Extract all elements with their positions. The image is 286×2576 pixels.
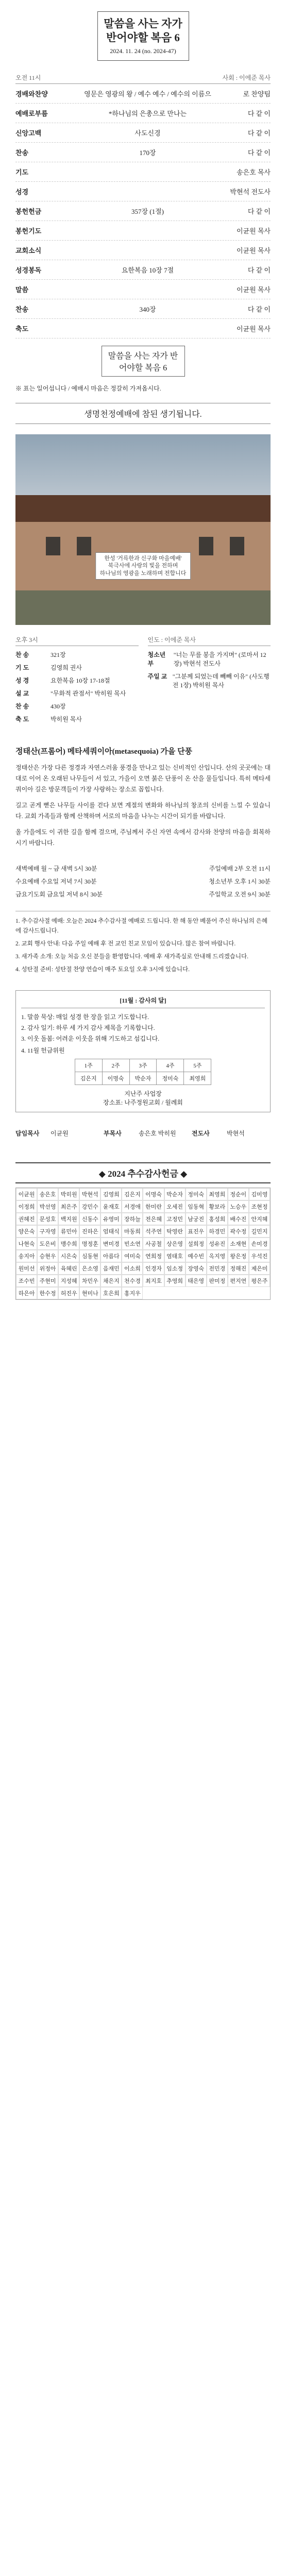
thanksgiving-name: 최지호: [143, 1275, 164, 1287]
notice-item: 1. 추수감사절 예배: 오늘은 2024 추수감사절 예배로 드립니다. 한 해 동안 베풀어 주신 하나님의 은혜에 감사드립니다.: [15, 918, 267, 934]
notice-item: 2. 교회 행사 안내: 다음 주일 예배 후 전 교인 친교 모임이 있습니다. 많은 참여 바랍니다.: [15, 940, 236, 947]
afternoon-right-header: [148, 635, 271, 646]
staff-row: [104, 1129, 182, 1138]
offering-cell: 김은지: [75, 1072, 102, 1084]
weekly-footer-1: 지난주 사업장: [124, 1090, 162, 1097]
schedule-key: 설 교: [15, 689, 29, 697]
schedule-key: 찬 송: [15, 651, 29, 658]
order-detail: 340장: [139, 305, 156, 313]
thanksgiving-name: 탁영란: [164, 1225, 186, 1238]
order-detail: 영문은 영광의 왕 / 예수 예수 / 예수의 이름으: [84, 90, 211, 98]
offering-cell: 4주: [157, 1059, 184, 1072]
thanksgiving-name: 문성호: [37, 1213, 58, 1225]
staff-list: [15, 1125, 271, 1142]
offering-cell: 정미숙: [157, 1072, 184, 1084]
worship-order-row: [15, 299, 271, 319]
prayer-title: 4. 11월 헌금위원: [21, 1046, 65, 1054]
thanksgiving-name: 조수빈: [16, 1275, 37, 1287]
thanksgiving-name: 나현숙: [16, 1238, 37, 1250]
thanksgiving-name: 승현우: [37, 1250, 58, 1262]
thanksgiving-name: 지성혜: [58, 1275, 79, 1287]
thanksgiving-name: 여미숙: [122, 1250, 143, 1262]
worship-header: [15, 73, 271, 84]
offering-table: [75, 1059, 211, 1085]
thanksgiving-name: 빈소연: [122, 1238, 143, 1250]
worship-order-row: [15, 319, 271, 338]
thanksgiving-name: 채은지: [100, 1275, 122, 1287]
schedule-key: 청소년부: [147, 651, 166, 667]
thanksgiving-name: 진하은: [79, 1225, 100, 1238]
schedule-key: 축 도: [15, 715, 29, 723]
thanksgiving-name: 마동희: [122, 1225, 143, 1238]
weekly-footer-2: 장소표: 나주정원교회 / 월례회: [103, 1098, 183, 1106]
thanksgiving-name: 박순자: [164, 1188, 186, 1200]
thanksgiving-name: 이소희: [122, 1262, 143, 1275]
thanksgiving-name: 이정희: [16, 1200, 37, 1213]
thanksgiving-name: 박현석: [79, 1188, 100, 1200]
order-label: 봉헌기도: [15, 227, 42, 235]
schedule-value: "무화적 관점서" 박히원 목사: [51, 689, 126, 697]
thanksgiving-name: 홍성희: [207, 1213, 228, 1225]
order-label: 기도: [15, 168, 29, 176]
thanksgiving-name: 차민우: [79, 1275, 100, 1287]
worship-order-row: [15, 104, 271, 123]
thanksgiving-name: 판미정: [207, 1275, 228, 1287]
thanksgiving-name: 박히원: [58, 1188, 79, 1200]
meeting-right: 주일예배 2부 오전 11시: [209, 865, 271, 872]
bulletin-title: 말씀을 사는 자가 반어야할 복음 6: [104, 18, 182, 44]
thanksgiving-name: 상은영: [164, 1238, 186, 1250]
column-article: [15, 745, 271, 849]
thanksgiving-name: 음재민: [100, 1262, 122, 1275]
church-sign: [95, 552, 191, 580]
thanksgiving-name: 소재현: [228, 1238, 249, 1250]
thanksgiving-name: 한수정: [37, 1287, 58, 1299]
thanksgiving-name: 유영미: [100, 1213, 122, 1225]
thanksgiving-name: 김은지: [122, 1188, 143, 1200]
thanksgiving-title: ◆ 2024 추수감사헌금 ◆: [15, 1162, 271, 1183]
thanksgiving-name: 장영숙: [186, 1262, 207, 1275]
order-leader: 다 같 이: [247, 148, 271, 157]
offering-cell: 2주: [102, 1059, 129, 1072]
thanksgiving-name: 전민경: [207, 1262, 228, 1275]
thanksgiving-name: 곽수정: [228, 1225, 249, 1238]
meeting-row: [15, 890, 271, 899]
thanksgiving-name: 정순이: [228, 1188, 249, 1200]
thanksgiving-name: 한미란: [143, 1200, 164, 1213]
offering-cell: 5주: [184, 1059, 211, 1072]
thanksgiving-name: 성유진: [207, 1238, 228, 1250]
thanksgiving-name: 송지아: [16, 1250, 37, 1262]
schedule-key: 성 경: [15, 676, 29, 684]
order-leader: 이균원 목사: [236, 246, 271, 255]
thanksgiving-name: 백지원: [58, 1213, 79, 1225]
order-leader: 다 같 이: [247, 305, 271, 313]
thanksgiving-name: 천수경: [122, 1275, 143, 1287]
schedule-value: 김영희 권사: [51, 664, 82, 671]
thanksgiving-name: 구자영: [37, 1225, 58, 1238]
bulletin-title-box: [97, 11, 189, 61]
thanksgiving-name: 오세진: [164, 1200, 186, 1213]
offering-row: [75, 1059, 211, 1072]
afternoon-leader: 인도 : 이에준 목사: [147, 636, 196, 643]
weekly-line: 1. 말씀 묵상: 매일 성경 한 장을 읽고 기도합니다.: [21, 1013, 149, 1021]
thanksgiving-name: 최은주: [58, 1200, 79, 1213]
thanksgiving-name: 강민수: [79, 1200, 100, 1213]
article-paragraph: 올 가을에도 이 귀한 길을 함께 걸으며, 주님께서 주신 자연 속에서 감사와 찬양의 마음을 회복하시기 바랍니다.: [15, 828, 271, 846]
thanksgiving-name: 추영희: [164, 1275, 186, 1287]
schedule-row: [15, 676, 139, 685]
schedule-key: 기 도: [15, 664, 29, 671]
worship-order-row: [15, 182, 271, 201]
thanksgiving-name: 류민아: [58, 1225, 79, 1238]
order-label: 교회소식: [15, 246, 42, 255]
thanksgiving-name: 설희정: [186, 1238, 207, 1250]
thanksgiving-name: 표진우: [186, 1225, 207, 1238]
meeting-left: 새벽예배 월 ~ 금 새벽 5시 30분: [15, 865, 97, 872]
thanksgiving-name: 송은호: [37, 1188, 58, 1200]
thanksgiving-name: 도은비: [37, 1238, 58, 1250]
thanksgiving-name: 은소영: [79, 1262, 100, 1275]
thanksgiving-name: 변미경: [100, 1238, 122, 1250]
thanksgiving-name: 정미숙: [186, 1188, 207, 1200]
sign-line-3: 하나님의 영광을 노래하며 전합니다: [99, 570, 187, 577]
thanksgiving-name: 인경자: [143, 1262, 164, 1275]
order-detail: 요한복음 10장 7절: [121, 266, 174, 274]
worship-leader: 사회 : 이에준 목사: [222, 74, 271, 81]
thanksgiving-name: 배수진: [228, 1213, 249, 1225]
thanksgiving-name: 윤재호: [100, 1200, 122, 1213]
thanksgiving-name: 서경애: [122, 1200, 143, 1213]
sign-line-2: 북극사에 사랑의 빛을 전하며: [108, 563, 178, 569]
thanksgiving-name: 신동수: [79, 1213, 100, 1225]
thanksgiving-name: 조현정: [249, 1200, 270, 1213]
order-leader: 송은호 목사: [236, 168, 271, 176]
worship-time: 오전 11시: [15, 74, 41, 81]
staff-row: [192, 1129, 271, 1138]
article-paragraph: 길고 곧게 뻗은 나무들 사이를 걷다 보면 계절의 변화와 하나님의 창조의 신비를 느낄 수 있습니다. 교회 가족들과 함께 산책하며 서로의 마음을 나누는 시간이 되기를 바랍니다.: [15, 801, 271, 820]
thanksgiving-name: 사공철: [143, 1238, 164, 1250]
thanksgiving-name: 최영희: [207, 1188, 228, 1200]
staff-item: [192, 1125, 271, 1142]
worship-order-row: [15, 201, 271, 221]
schedule-value: 430장: [51, 702, 66, 710]
thanksgiving-name: 연희정: [143, 1250, 164, 1262]
worship-note: ※ 표는 일어섭니다 / 예배시 마음은 정갈히 가져옵시다.: [15, 384, 161, 392]
worship-order-row: [15, 84, 271, 104]
thanksgiving-name: 염태호: [164, 1250, 186, 1262]
welcome-banner: 생명천정예배에 참된 생기됩니다.: [15, 403, 271, 424]
staff-name: 박현석: [227, 1129, 245, 1137]
afternoon-left-header: [15, 635, 139, 646]
worship-order-list: [15, 84, 271, 338]
order-detail: 170장: [139, 148, 156, 157]
order-leader: 이균원 목사: [236, 227, 271, 235]
weekly-title: [11월 : 감사의 달]: [21, 996, 265, 1008]
thanksgiving-name: 전은혜: [143, 1213, 164, 1225]
staff-name: 이균원: [51, 1129, 69, 1137]
order-detail: 357장 (1절): [131, 207, 164, 215]
order-label: 성경: [15, 188, 29, 196]
worship-order-row: [15, 123, 271, 143]
thanksgiving-name: 위정아: [37, 1262, 58, 1275]
worship-order-row: [15, 280, 271, 299]
bulletin-date: 2024. 11. 24 (no. 2024-47): [110, 47, 176, 55]
church-photo: [15, 434, 271, 625]
order-detail: *하나님의 은총으로 만나는: [108, 109, 187, 117]
order-label: 봉헌헌금: [15, 207, 42, 215]
order-label: 경배와찬양: [15, 90, 48, 98]
thanksgiving-name: 옥지영: [207, 1250, 228, 1262]
weekly-line: 3. 이웃 돌봄: 어려운 이웃을 위해 기도하고 섬깁니다.: [21, 1035, 160, 1042]
order-label: 성경봉독: [15, 266, 42, 274]
meeting-left: 금요기도회 금요일 저녁 8시 30분: [15, 890, 103, 898]
thanksgiving-name: 현미나: [79, 1287, 100, 1299]
thanksgiving-name: 장하늘: [122, 1213, 143, 1225]
thanksgiving-name: 임동혁: [186, 1200, 207, 1213]
schedule-row: [148, 650, 271, 668]
worship-order-row: [15, 260, 271, 280]
order-detail: 사도신경: [134, 129, 161, 137]
meeting-row: [15, 864, 271, 873]
thanksgiving-name: 예수빈: [186, 1250, 207, 1262]
thanksgiving-name: 평은주: [249, 1275, 270, 1287]
schedule-value: 박히원 목사: [51, 715, 82, 723]
order-leader: 박현석 전도사: [230, 188, 271, 196]
weekly-line: 2. 감사 일기: 하루 세 가지 감사 제목을 기록합니다.: [21, 1024, 155, 1031]
church-notices: [15, 911, 271, 975]
thanksgiving-name: 태은영: [186, 1275, 207, 1287]
staff-role: 담임목사: [15, 1129, 40, 1137]
schedule-row: [15, 702, 139, 710]
thanksgiving-name: 맹수희: [58, 1238, 79, 1250]
thanksgiving-name: 손미경: [249, 1238, 270, 1250]
thanksgiving-name: 명정훈: [79, 1238, 100, 1250]
worship-order-row: [15, 162, 271, 182]
order-leader: 로 찬양팀: [243, 90, 271, 98]
thanksgiving-name: 노승우: [228, 1200, 249, 1213]
sermon-title-area: [15, 346, 271, 377]
thanksgiving-name: 심동현: [79, 1250, 100, 1262]
thanksgiving-name: 김미영: [249, 1188, 270, 1200]
thanksgiving-name: 길민지: [249, 1225, 270, 1238]
meeting-row: [15, 877, 271, 886]
schedule-value: 321장: [51, 651, 66, 658]
order-label: 신앙고백: [15, 129, 42, 137]
thanksgiving-names-grid: [15, 1188, 271, 1300]
thanksgiving-name: 하경민: [207, 1225, 228, 1238]
thanksgiving-name: 제은미: [249, 1262, 270, 1275]
thanksgiving-name: 박선영: [37, 1200, 58, 1213]
thanksgiving-name: 우석진: [249, 1250, 270, 1262]
offering-cell: 박순자: [129, 1072, 157, 1084]
staff-name: 송은호 박히원: [139, 1129, 176, 1137]
offering-row: [75, 1072, 211, 1084]
staff-role: 전도사: [192, 1129, 210, 1137]
afternoon-time: 오후 3시: [15, 636, 38, 643]
schedule-row: [15, 715, 139, 723]
thanksgiving-name: 호은희: [100, 1287, 122, 1299]
staff-row: [15, 1129, 94, 1138]
thanksgiving-name: 남궁진: [186, 1213, 207, 1225]
meeting-right: 주일학교 오전 9시 30분: [209, 890, 271, 898]
order-label: 찬송: [15, 305, 29, 313]
offering-cell: 1주: [75, 1059, 102, 1072]
thanksgiving-name: 원미선: [16, 1262, 37, 1275]
thanksgiving-name: 임소정: [164, 1262, 186, 1275]
afternoon-right-col: [148, 635, 271, 727]
sermon-title-box: 말씀을 사는 자가 반어야할 복음 6: [102, 346, 185, 377]
thanksgiving-name: 이균원: [16, 1188, 37, 1200]
offering-cell: 이명숙: [102, 1072, 129, 1084]
thanksgiving-name: 하은아: [16, 1287, 37, 1299]
worship-order-row: [15, 241, 271, 260]
thanksgiving-name: 엄태식: [100, 1225, 122, 1238]
worship-section: [15, 73, 271, 377]
meeting-right: 청소년부 오후 1시 30분: [209, 877, 271, 885]
thanksgiving-name: 안지혜: [249, 1213, 270, 1225]
thanksgiving-name: 홍지우: [122, 1287, 143, 1299]
order-label: 말씀: [15, 285, 29, 294]
order-leader: 이균원 목사: [236, 325, 271, 333]
offering-cell: 최영희: [184, 1072, 211, 1084]
order-leader: 이균원 목사: [236, 285, 271, 294]
thanksgiving-name: 허진우: [58, 1287, 79, 1299]
thanksgiving-name: 육혜린: [58, 1262, 79, 1275]
schedule-value: "너는 무를 봉을 가지며" (로마서 12장) 박현석 전도사: [173, 651, 266, 667]
schedule-row: [148, 672, 271, 689]
worship-order-row: [15, 143, 271, 162]
order-label: 찬송: [15, 148, 29, 157]
meeting-left: 수요예배 수요일 저녁 7시 30분: [15, 877, 97, 885]
article-title: 정태산(프롬어) 메타세쿼이아(metasequoia) 가을 단풍: [15, 747, 193, 756]
thanksgiving-name: 양은숙: [16, 1225, 37, 1238]
thanksgiving-name: 김영희: [100, 1188, 122, 1200]
staff-role: 부목사: [104, 1129, 122, 1137]
worship-order-row: [15, 221, 271, 241]
staff-item: [104, 1125, 182, 1142]
order-label: 예배로부름: [15, 109, 48, 117]
thanksgiving-name: 왕은정: [228, 1250, 249, 1262]
afternoon-left-col: [15, 635, 139, 727]
meeting-schedule: [15, 864, 271, 899]
schedule-row: [15, 689, 139, 698]
thanksgiving-name: 정해진: [228, 1262, 249, 1275]
thanksgiving-name: 편지연: [228, 1275, 249, 1287]
sign-line-1: 한성 '거륵한과 신구화 마을예배': [104, 555, 182, 562]
notice-item: 3. 새가족 소개: 오늘 처음 오신 분들을 환영합니다. 예배 후 새가족실로 안내해 드리겠습니다.: [15, 953, 248, 960]
thanksgiving-name: 황보라: [207, 1200, 228, 1213]
weekly-box: [15, 990, 271, 1112]
thanksgiving-name: 주현미: [37, 1275, 58, 1287]
order-leader: 다 같 이: [247, 109, 271, 117]
schedule-value: "그분께 되었는데 빼빼 이유" (사도행전 1장) 박히원 목사: [172, 672, 270, 689]
order-leader: 다 같 이: [247, 129, 271, 137]
schedule-key: 주일 교: [147, 672, 167, 680]
thanksgiving-name: 시은숙: [58, 1250, 79, 1262]
thanksgiving-name: 아름다: [100, 1250, 122, 1262]
order-leader: 다 같 이: [247, 207, 271, 215]
thanksgiving-name: 고정민: [164, 1213, 186, 1225]
offering-cell: 3주: [129, 1059, 157, 1072]
schedule-row: [15, 663, 139, 672]
staff-item: [15, 1125, 94, 1142]
thanksgiving-name: 석주연: [143, 1225, 164, 1238]
order-leader: 다 같 이: [247, 266, 271, 274]
notice-item: 4. 성탄절 준비: 성탄절 찬양 연습이 매주 토요일 오후 3시에 있습니다.: [15, 966, 190, 973]
thanksgiving-name: 이명숙: [143, 1188, 164, 1200]
order-label: 축도: [15, 325, 29, 333]
schedule-key: 찬 송: [15, 702, 29, 710]
afternoon-schedule: [15, 635, 271, 727]
schedule-value: 요한복음 10장 17-18절: [51, 676, 110, 684]
article-paragraph: 정태산은 가장 다른 정경과 자연스러움 풍경을 만나고 있는 신비적인 산입니다. 산의 곳곳에는 대대로 이어 온 오래된 나무들이 서 있고, 가을이 오면 붉은 단풍이 온 산을 물들입니다. 특히 메타세쿼이아 길은 방문객들이 가장 사랑하는 장소로 꼽힙니다.: [15, 764, 271, 793]
thanksgiving-name: 권혜진: [16, 1213, 37, 1225]
schedule-row: [15, 650, 139, 659]
